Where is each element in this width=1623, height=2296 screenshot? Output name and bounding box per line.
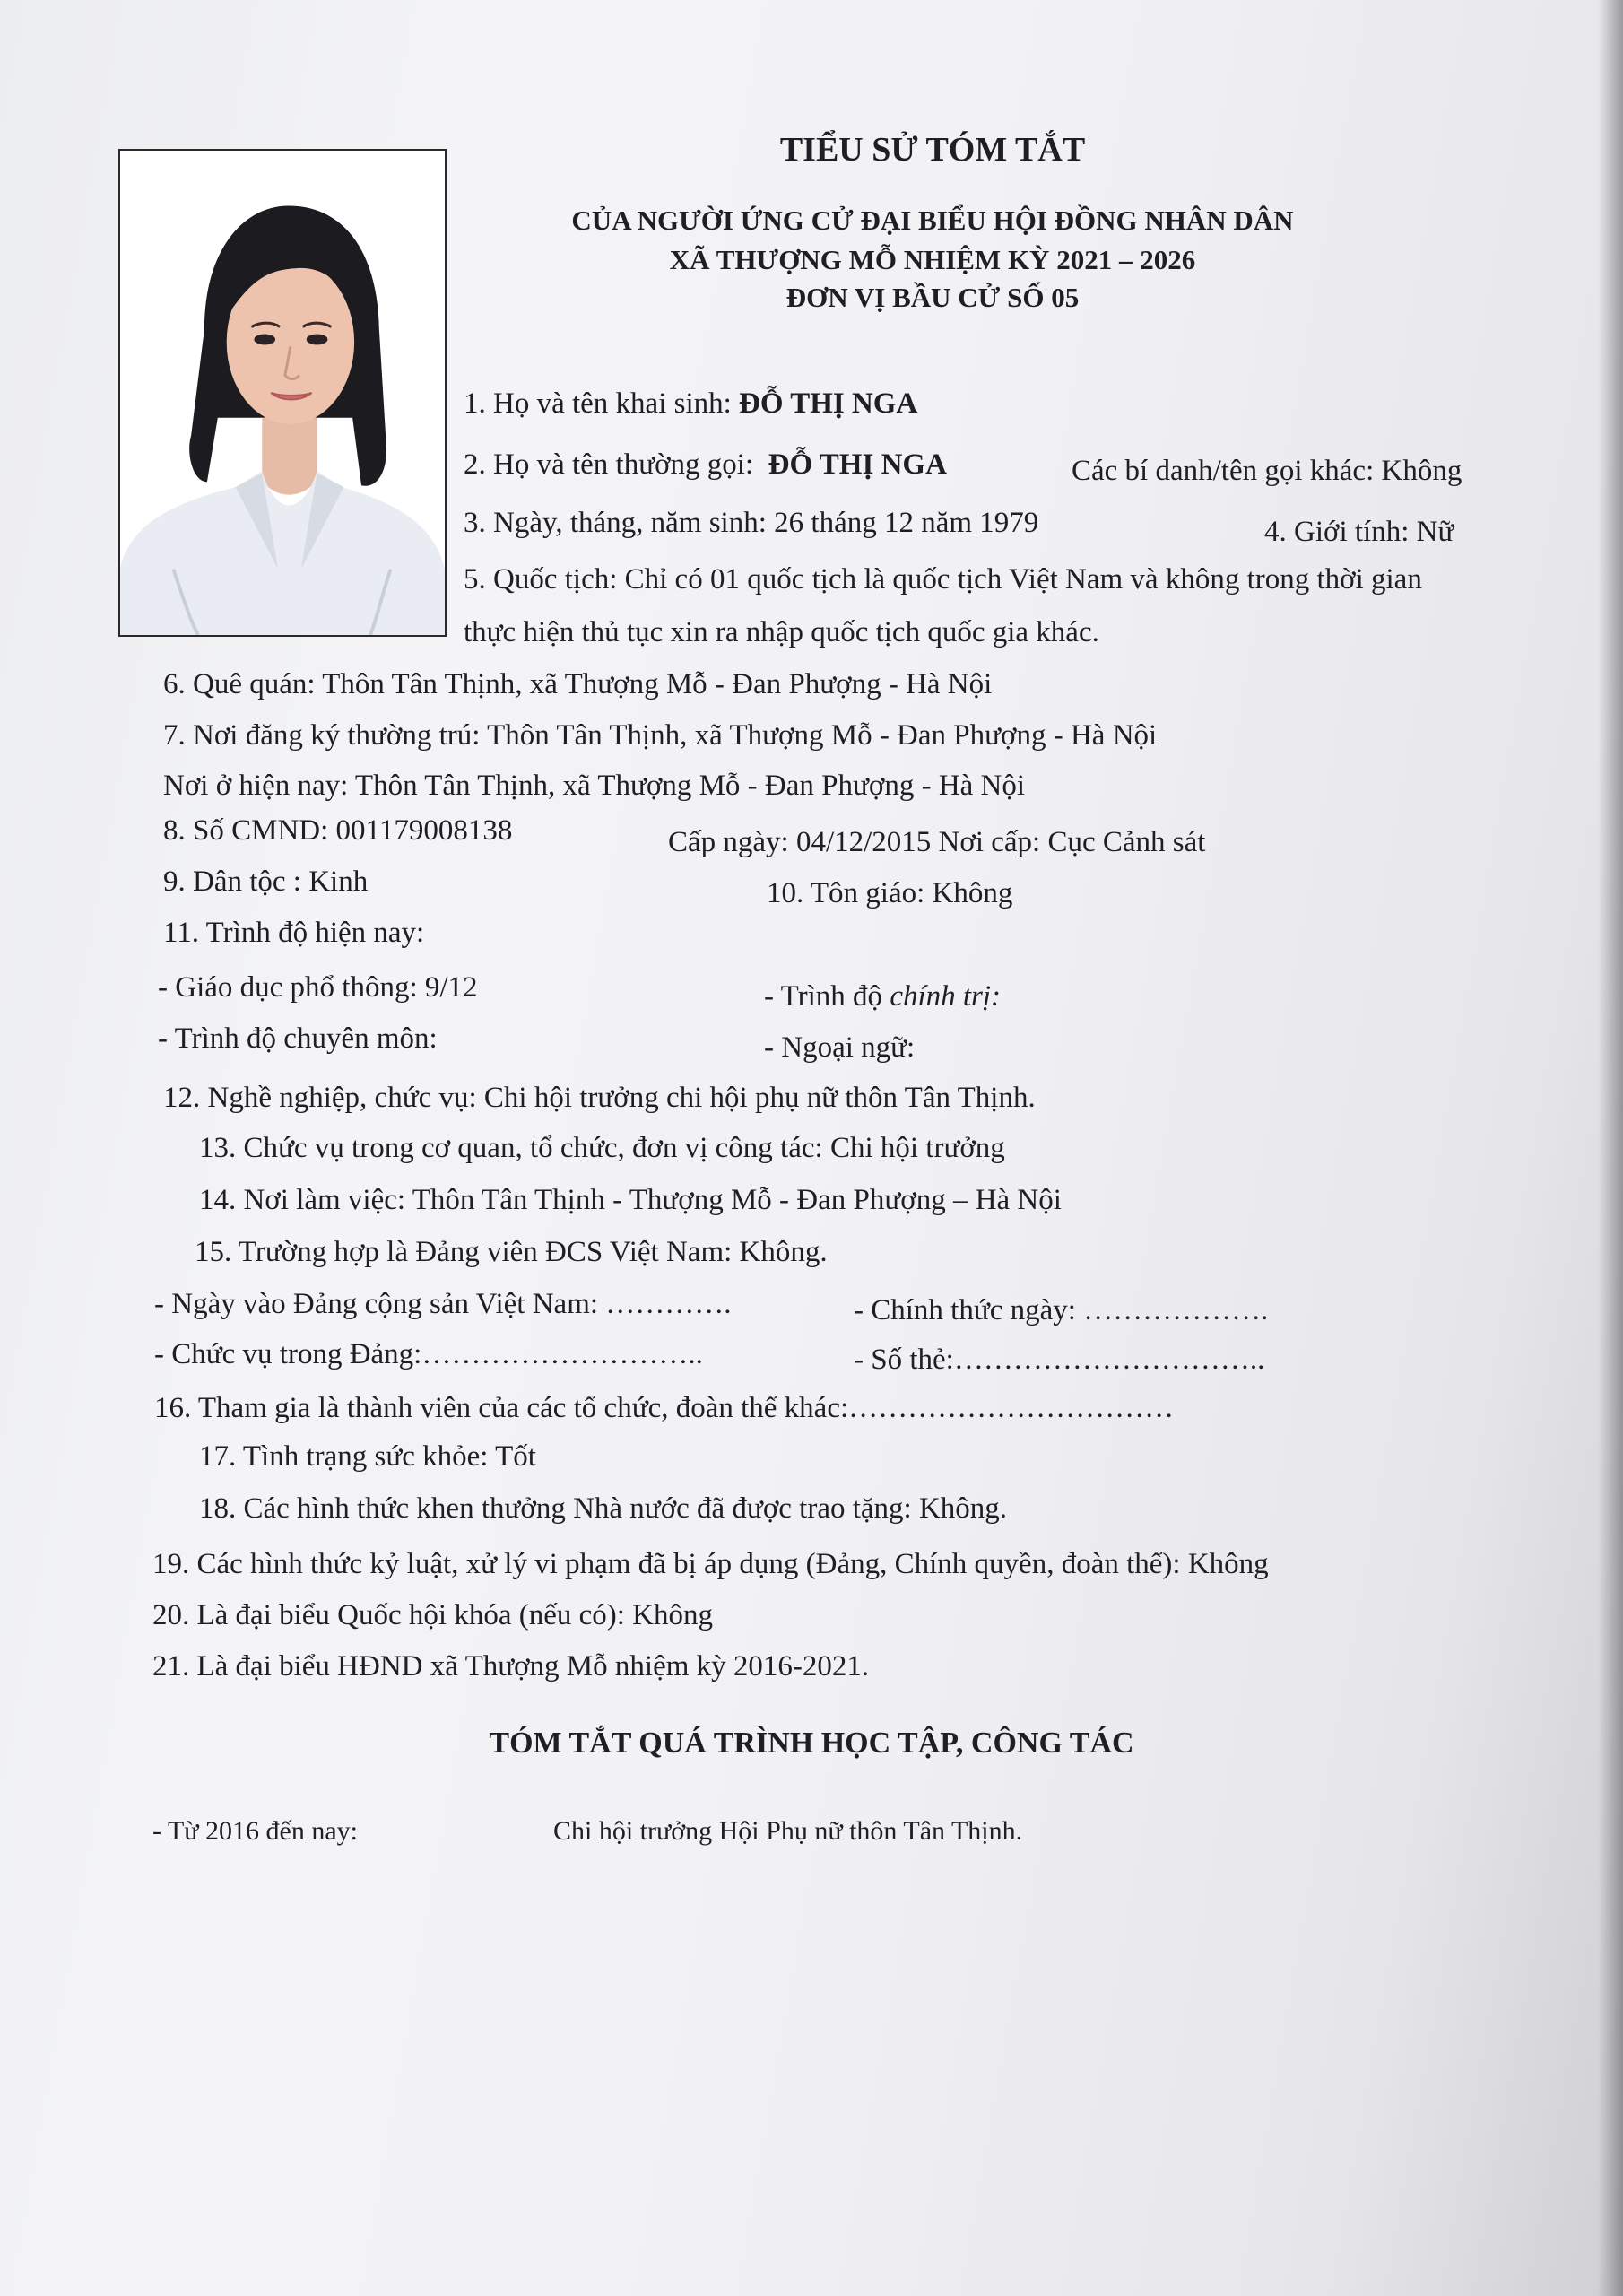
field-5-nationality-line-2: thực hiện thủ tục xin ra nhập quốc tịch quốc gia khác.: [464, 616, 1099, 648]
field-7-permanent-address: 7. Nơi đăng ký thường trú: Thôn Tân Thịnh, xã Thượng Mỗ - Đan Phượng - Hà Nội: [163, 719, 1158, 752]
field-2-label: 2. Họ và tên thường gọi:: [464, 448, 754, 481]
field-11-general-education: - Giáo dục phổ thông: 9/12: [158, 971, 478, 1004]
field-11-political-level: - Trình độ chính trị:: [764, 980, 1002, 1013]
history-entry-period: - Từ 2016 đến nay:: [152, 1816, 358, 1846]
field-20-national-assembly: 20. Là đại biểu Quốc hội khóa (nếu có): Không: [152, 1599, 714, 1631]
field-9-ethnicity: 9. Dân tộc : Kinh: [163, 865, 369, 898]
candidate-portrait-photo: [118, 149, 447, 637]
field-2-value: ĐỖ THỊ NGA: [768, 448, 947, 481]
history-entry-description: Chi hội trưởng Hội Phụ nữ thôn Tân Thịnh.: [553, 1816, 1023, 1846]
field-1-value: ĐỖ THỊ NGA: [739, 387, 918, 420]
field-18-awards: 18. Các hình thức khen thưởng Nhà nước đã được trao tặng: Không.: [199, 1492, 1008, 1525]
field-15-party-member: 15. Trường hợp là Đảng viên ĐCS Việt Nam: Không.: [195, 1236, 828, 1268]
field-1-birth-name: [464, 387, 917, 422]
field-2-aliases: Các bí danh/tên gọi khác: Không: [1072, 455, 1462, 487]
field-16-memberships: 16. Tham gia là thành viên của các tổ chức, đoàn thể khác:……………………………: [154, 1392, 1175, 1424]
field-17-health: 17. Tình trạng sức khỏe: Tốt: [199, 1440, 536, 1473]
field-8-issue-info: Cấp ngày: 04/12/2015 Nơi cấp: Cục Cảnh sát: [668, 826, 1206, 858]
subtitle-line-2: XÃ THƯỢNG MỖ NHIỆM KỲ 2021 – 2026: [669, 244, 1196, 275]
field-11-political-level-text: chính trị:: [890, 980, 1002, 1013]
field-7-current-address: Nơi ở hiện nay: Thôn Tân Thịnh, xã Thượng Mỗ - Đan Phượng - Hà Nội: [163, 770, 1026, 802]
document-title: TIỂU SỬ TÓM TẮT: [779, 131, 1086, 169]
field-6-hometown: 6. Quê quán: Thôn Tân Thịnh, xã Thượng Mỗ - Đan Phượng - Hà Nội: [163, 668, 993, 700]
field-11-education-heading: 11. Trình độ hiện nay:: [163, 917, 425, 949]
field-3-date-of-birth: 3. Ngày, tháng, năm sinh: 26 tháng 12 năm 1979: [464, 507, 1039, 539]
field-2-common-name: [464, 448, 947, 483]
field-15-party-position: - Chức vụ trong Đảng:………………………..: [154, 1338, 703, 1370]
field-14-workplace: 14. Nơi làm việc: Thôn Tân Thịnh - Thượng Mỗ - Đan Phượng – Hà Nội: [199, 1184, 1062, 1216]
field-8-id-number: 8. Số CMND: 001179008138: [163, 814, 513, 847]
field-21-council-delegate: 21. Là đại biểu HĐND xã Thượng Mỗ nhiệm kỳ 2016-2021.: [152, 1650, 870, 1683]
field-15-official-date: - Chính thức ngày: ……………….: [854, 1294, 1269, 1326]
portrait-image: [120, 151, 445, 635]
field-13-position: 13. Chức vụ trong cơ quan, tổ chức, đơn vị công tác: Chi hội trưởng: [199, 1132, 1005, 1164]
subtitle-line-1: CỦA NGƯỜI ỨNG CỬ ĐẠI BIỂU HỘI ĐỒNG NHÂN DÂN: [571, 204, 1294, 236]
field-4-gender: 4. Giới tính: Nữ: [1264, 516, 1454, 548]
field-10-religion: 10. Tôn giáo: Không: [767, 877, 1013, 909]
field-12-occupation: 12. Nghề nghiệp, chức vụ: Chi hội trưởng chi hội phụ nữ thôn Tân Thịnh.: [163, 1082, 1036, 1114]
page-edge-shadow: [1598, 0, 1623, 2296]
field-5-nationality-line-1: 5. Quốc tịch: Chỉ có 01 quốc tịch là quốc tịch Việt Nam và không trong thời gian: [464, 563, 1422, 596]
history-section-heading: TÓM TẮT QUÁ TRÌNH HỌC TẬP, CÔNG TÁC: [489, 1726, 1134, 1760]
field-15-party-join-date: - Ngày vào Đảng cộng sản Việt Nam: ………….: [154, 1288, 732, 1320]
field-11-professional-level: - Trình độ chuyên môn:: [158, 1022, 438, 1055]
field-19-discipline: 19. Các hình thức kỷ luật, xử lý vi phạm đã bị áp dụng (Đảng, Chính quyền, đoàn thể): Không: [152, 1548, 1269, 1580]
field-1-label: 1. Họ và tên khai sinh:: [464, 387, 740, 420]
field-15-card-number: - Số thẻ:…………………………..: [854, 1344, 1265, 1376]
subtitle-line-3: ĐƠN VỊ BẦU CỬ SỐ 05: [785, 282, 1080, 313]
field-11-foreign-language: - Ngoại ngữ:: [764, 1031, 916, 1064]
